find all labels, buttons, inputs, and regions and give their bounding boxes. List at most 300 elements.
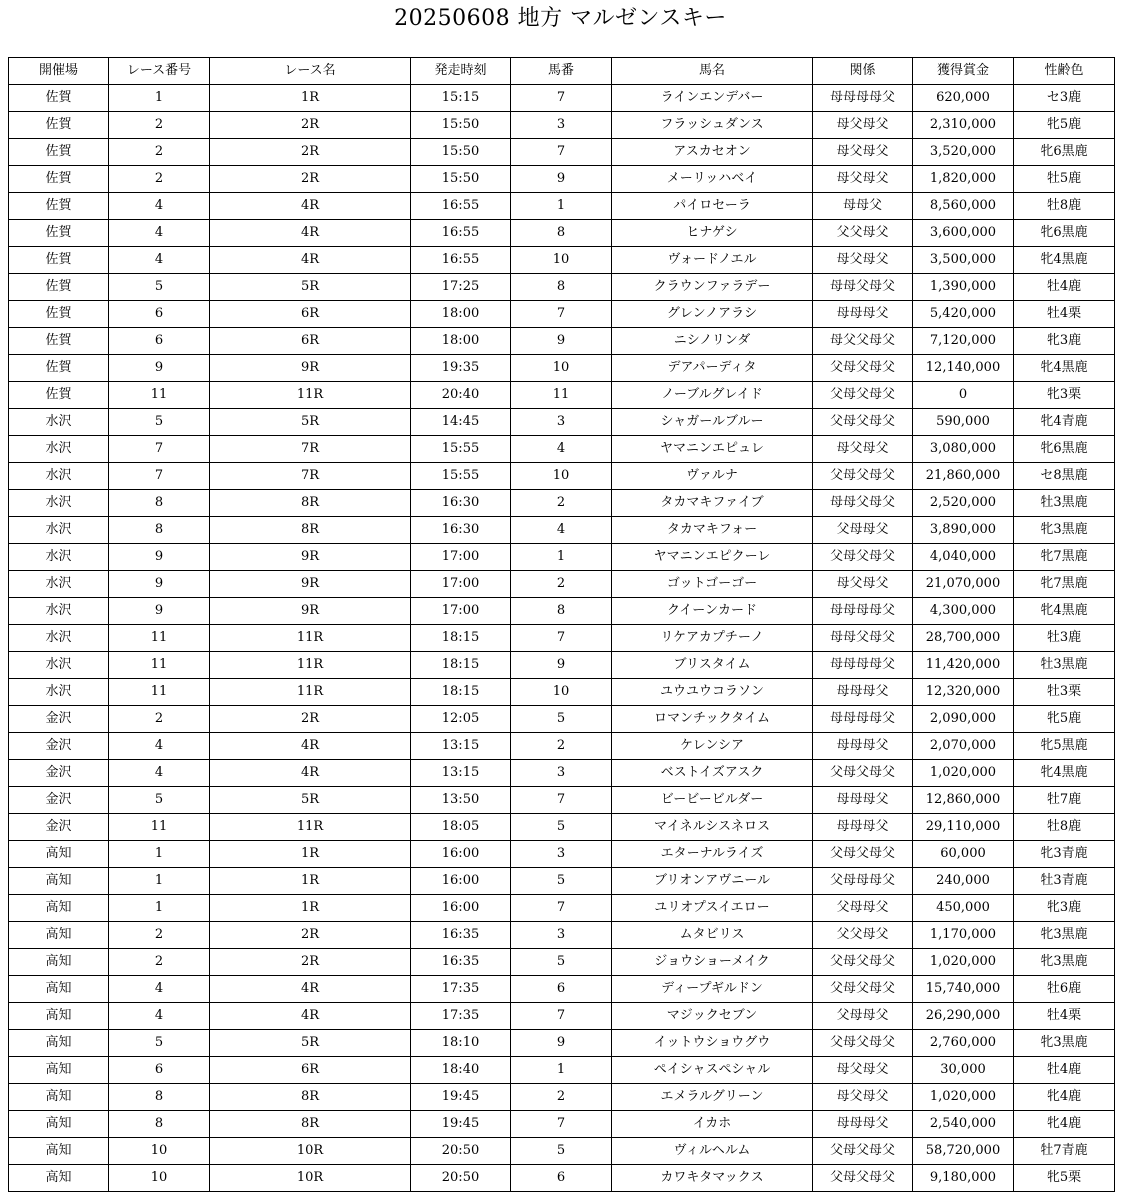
table-row <box>9 112 1115 139</box>
cell-relation: 母母母父 <box>813 1111 913 1138</box>
cell-race-number: 8 <box>109 1111 210 1138</box>
cell-horse-name: イットウショウグウ <box>612 1030 813 1057</box>
results-table <box>8 57 1115 1192</box>
cell-race-name: 7R <box>210 436 411 463</box>
cell-sex-age-color: 牡6鹿 <box>1014 976 1115 1003</box>
cell-prize-money: 5,420,000 <box>913 301 1014 328</box>
cell-horse-number: 5 <box>511 706 612 733</box>
cell-prize-money: 2,760,000 <box>913 1030 1014 1057</box>
cell-post-time: 13:15 <box>411 760 511 787</box>
cell-race-name: 1R <box>210 85 411 112</box>
cell-sex-age-color: 牡7鹿 <box>1014 787 1115 814</box>
cell-race-number: 11 <box>109 625 210 652</box>
cell-relation: 母母母父 <box>813 787 913 814</box>
cell-relation: 母父母父 <box>813 436 913 463</box>
cell-race-number: 1 <box>109 895 210 922</box>
cell-sex-age-color: 牝6黒鹿 <box>1014 220 1115 247</box>
cell-horse-name: ノーブルグレイド <box>612 382 813 409</box>
cell-prize-money: 9,180,000 <box>913 1165 1014 1192</box>
cell-prize-money: 1,020,000 <box>913 949 1014 976</box>
cell-prize-money: 60,000 <box>913 841 1014 868</box>
cell-sex-age-color: 牝6黒鹿 <box>1014 436 1115 463</box>
cell-relation: 父母父母父 <box>813 409 913 436</box>
cell-post-time: 19:35 <box>411 355 511 382</box>
cell-race-name: 11R <box>210 679 411 706</box>
cell-race-number: 2 <box>109 949 210 976</box>
cell-horse-number: 1 <box>511 1057 612 1084</box>
cell-race-name: 2R <box>210 139 411 166</box>
cell-relation: 父母父母父 <box>813 841 913 868</box>
cell-prize-money: 11,420,000 <box>913 652 1014 679</box>
cell-horse-name: マジックセブン <box>612 1003 813 1030</box>
cell-horse-number: 8 <box>511 598 612 625</box>
cell-post-time: 19:45 <box>411 1084 511 1111</box>
cell-post-time: 15:55 <box>411 436 511 463</box>
cell-relation: 母母母母父 <box>813 652 913 679</box>
table-row <box>9 139 1115 166</box>
cell-horse-number: 4 <box>511 436 612 463</box>
cell-venue: 佐賀 <box>9 301 109 328</box>
header-horse-number: 馬番 <box>511 58 612 85</box>
cell-post-time: 16:00 <box>411 841 511 868</box>
cell-relation: 父母父母父 <box>813 760 913 787</box>
cell-race-name: 2R <box>210 166 411 193</box>
cell-horse-number: 7 <box>511 625 612 652</box>
cell-sex-age-color: 牝4黒鹿 <box>1014 598 1115 625</box>
table-row <box>9 436 1115 463</box>
cell-horse-name: ヴィルヘルム <box>612 1138 813 1165</box>
cell-horse-name: ユリオプスイエロー <box>612 895 813 922</box>
header-prize-money: 獲得賞金 <box>913 58 1014 85</box>
cell-horse-name: マイネルシスネロス <box>612 814 813 841</box>
table-row <box>9 355 1115 382</box>
header-horse-name: 馬名 <box>612 58 813 85</box>
cell-prize-money: 28,700,000 <box>913 625 1014 652</box>
cell-horse-number: 7 <box>511 1003 612 1030</box>
cell-horse-name: ヤマニンエピクーレ <box>612 544 813 571</box>
cell-venue: 高知 <box>9 976 109 1003</box>
table-row <box>9 490 1115 517</box>
table-row <box>9 949 1115 976</box>
cell-horse-name: タカマキファイブ <box>612 490 813 517</box>
cell-race-name: 10R <box>210 1165 411 1192</box>
cell-horse-name: ケレンシア <box>612 733 813 760</box>
cell-horse-number: 1 <box>511 544 612 571</box>
cell-race-number: 7 <box>109 463 210 490</box>
cell-prize-money: 3,080,000 <box>913 436 1014 463</box>
cell-venue: 佐賀 <box>9 85 109 112</box>
cell-post-time: 18:00 <box>411 328 511 355</box>
cell-sex-age-color: 牡7青鹿 <box>1014 1138 1115 1165</box>
cell-relation: 父父母父 <box>813 220 913 247</box>
cell-post-time: 17:35 <box>411 976 511 1003</box>
table-row <box>9 301 1115 328</box>
table-row <box>9 544 1115 571</box>
cell-relation: 母父母父 <box>813 1057 913 1084</box>
cell-horse-number: 11 <box>511 382 612 409</box>
header-venue: 開催場 <box>9 58 109 85</box>
cell-post-time: 18:10 <box>411 1030 511 1057</box>
cell-prize-money: 3,890,000 <box>913 517 1014 544</box>
cell-post-time: 17:00 <box>411 598 511 625</box>
header-race-number: レース番号 <box>109 58 210 85</box>
cell-post-time: 18:15 <box>411 679 511 706</box>
cell-race-name: 11R <box>210 652 411 679</box>
cell-horse-number: 5 <box>511 949 612 976</box>
cell-race-name: 6R <box>210 1057 411 1084</box>
table-row <box>9 760 1115 787</box>
cell-horse-number: 7 <box>511 895 612 922</box>
cell-prize-money: 3,600,000 <box>913 220 1014 247</box>
cell-race-number: 6 <box>109 1057 210 1084</box>
cell-relation: 母母父母父 <box>813 274 913 301</box>
cell-horse-number: 4 <box>511 517 612 544</box>
cell-race-number: 2 <box>109 166 210 193</box>
cell-relation: 母父母父 <box>813 139 913 166</box>
cell-relation: 父母父母父 <box>813 1138 913 1165</box>
cell-horse-name: ニシノリンダ <box>612 328 813 355</box>
cell-venue: 佐賀 <box>9 193 109 220</box>
cell-horse-name: メーリッハベイ <box>612 166 813 193</box>
cell-relation: 父母父母父 <box>813 976 913 1003</box>
cell-race-number: 2 <box>109 139 210 166</box>
cell-horse-name: リケアカプチーノ <box>612 625 813 652</box>
cell-prize-money: 12,860,000 <box>913 787 1014 814</box>
cell-race-number: 10 <box>109 1138 210 1165</box>
cell-horse-number: 3 <box>511 112 612 139</box>
cell-race-name: 8R <box>210 1111 411 1138</box>
cell-post-time: 20:50 <box>411 1165 511 1192</box>
cell-horse-number: 5 <box>511 1138 612 1165</box>
table-row <box>9 247 1115 274</box>
cell-relation: 父母母父 <box>813 1003 913 1030</box>
cell-race-number: 11 <box>109 679 210 706</box>
table-row <box>9 706 1115 733</box>
cell-venue: 佐賀 <box>9 328 109 355</box>
cell-race-name: 2R <box>210 949 411 976</box>
cell-post-time: 15:50 <box>411 112 511 139</box>
cell-relation: 母母父母父 <box>813 490 913 517</box>
table-row <box>9 652 1115 679</box>
header-post-time: 発走時刻 <box>411 58 511 85</box>
cell-prize-money: 590,000 <box>913 409 1014 436</box>
cell-race-number: 2 <box>109 706 210 733</box>
cell-sex-age-color: 牡4鹿 <box>1014 274 1115 301</box>
cell-race-name: 6R <box>210 301 411 328</box>
cell-post-time: 16:55 <box>411 220 511 247</box>
cell-venue: 高知 <box>9 1165 109 1192</box>
cell-race-number: 9 <box>109 571 210 598</box>
cell-venue: 佐賀 <box>9 139 109 166</box>
cell-race-number: 4 <box>109 1003 210 1030</box>
cell-race-number: 6 <box>109 328 210 355</box>
cell-horse-name: クイーンカード <box>612 598 813 625</box>
cell-horse-number: 5 <box>511 868 612 895</box>
cell-horse-name: デアパーディタ <box>612 355 813 382</box>
cell-sex-age-color: 牝3黒鹿 <box>1014 1030 1115 1057</box>
cell-race-name: 5R <box>210 409 411 436</box>
cell-horse-name: パイロセーラ <box>612 193 813 220</box>
cell-prize-money: 1,170,000 <box>913 922 1014 949</box>
cell-relation: 父母父母父 <box>813 544 913 571</box>
cell-post-time: 17:35 <box>411 1003 511 1030</box>
cell-post-time: 16:35 <box>411 949 511 976</box>
table-row <box>9 976 1115 1003</box>
cell-race-number: 2 <box>109 112 210 139</box>
cell-horse-number: 7 <box>511 139 612 166</box>
table-row <box>9 517 1115 544</box>
cell-prize-money: 0 <box>913 382 1014 409</box>
table-row <box>9 1111 1115 1138</box>
cell-race-number: 9 <box>109 355 210 382</box>
cell-race-name: 4R <box>210 733 411 760</box>
cell-prize-money: 30,000 <box>913 1057 1014 1084</box>
cell-relation: 母母母母父 <box>813 85 913 112</box>
cell-sex-age-color: 牝3青鹿 <box>1014 841 1115 868</box>
cell-relation: 母父母父 <box>813 1084 913 1111</box>
cell-horse-number: 2 <box>511 571 612 598</box>
table-row <box>9 679 1115 706</box>
cell-sex-age-color: 牝4黒鹿 <box>1014 355 1115 382</box>
cell-sex-age-color: 牝4鹿 <box>1014 1084 1115 1111</box>
cell-race-number: 5 <box>109 274 210 301</box>
cell-post-time: 20:40 <box>411 382 511 409</box>
cell-post-time: 15:50 <box>411 166 511 193</box>
cell-race-name: 5R <box>210 274 411 301</box>
cell-race-name: 1R <box>210 841 411 868</box>
cell-race-number: 4 <box>109 193 210 220</box>
cell-post-time: 17:00 <box>411 571 511 598</box>
cell-relation: 母母父 <box>813 193 913 220</box>
cell-relation: 父父母父 <box>813 922 913 949</box>
cell-horse-number: 3 <box>511 409 612 436</box>
table-row <box>9 382 1115 409</box>
table-row <box>9 922 1115 949</box>
cell-prize-money: 4,300,000 <box>913 598 1014 625</box>
cell-sex-age-color: 牝3黒鹿 <box>1014 949 1115 976</box>
cell-race-name: 1R <box>210 895 411 922</box>
cell-sex-age-color: 牡8鹿 <box>1014 193 1115 220</box>
cell-prize-money: 1,020,000 <box>913 760 1014 787</box>
table-row <box>9 625 1115 652</box>
cell-sex-age-color: 牡4栗 <box>1014 1003 1115 1030</box>
cell-post-time: 16:30 <box>411 490 511 517</box>
cell-horse-name: ムタビリス <box>612 922 813 949</box>
cell-prize-money: 29,110,000 <box>913 814 1014 841</box>
cell-venue: 水沢 <box>9 544 109 571</box>
cell-horse-name: ヒナゲシ <box>612 220 813 247</box>
cell-horse-number: 9 <box>511 1030 612 1057</box>
cell-venue: 金沢 <box>9 787 109 814</box>
cell-relation: 父母母父 <box>813 895 913 922</box>
cell-race-name: 9R <box>210 544 411 571</box>
cell-prize-money: 1,390,000 <box>913 274 1014 301</box>
cell-sex-age-color: 牝4黒鹿 <box>1014 247 1115 274</box>
cell-race-name: 11R <box>210 814 411 841</box>
cell-relation: 父母父母父 <box>813 382 913 409</box>
cell-venue: 金沢 <box>9 706 109 733</box>
cell-horse-name: クラウンファラデー <box>612 274 813 301</box>
cell-prize-money: 26,290,000 <box>913 1003 1014 1030</box>
cell-relation: 母母父母父 <box>813 625 913 652</box>
cell-relation: 母母母父 <box>813 679 913 706</box>
cell-race-number: 1 <box>109 85 210 112</box>
cell-venue: 高知 <box>9 949 109 976</box>
header-relation: 関係 <box>813 58 913 85</box>
cell-post-time: 18:00 <box>411 301 511 328</box>
cell-horse-number: 10 <box>511 355 612 382</box>
cell-horse-number: 8 <box>511 220 612 247</box>
cell-sex-age-color: 牝3栗 <box>1014 382 1115 409</box>
cell-horse-name: ビービービルダー <box>612 787 813 814</box>
cell-relation: 父母父母父 <box>813 1165 913 1192</box>
cell-race-name: 9R <box>210 355 411 382</box>
cell-relation: 母父父母父 <box>813 328 913 355</box>
cell-horse-name: ゴットゴーゴー <box>612 571 813 598</box>
cell-horse-number: 2 <box>511 733 612 760</box>
cell-prize-money: 2,090,000 <box>913 706 1014 733</box>
cell-race-number: 8 <box>109 490 210 517</box>
cell-venue: 高知 <box>9 1003 109 1030</box>
cell-sex-age-color: 牡3栗 <box>1014 679 1115 706</box>
cell-horse-number: 7 <box>511 301 612 328</box>
cell-venue: 高知 <box>9 1057 109 1084</box>
cell-post-time: 18:15 <box>411 625 511 652</box>
cell-prize-money: 21,860,000 <box>913 463 1014 490</box>
cell-horse-number: 7 <box>511 85 612 112</box>
cell-horse-number: 3 <box>511 922 612 949</box>
cell-post-time: 18:40 <box>411 1057 511 1084</box>
cell-horse-name: アスカセオン <box>612 139 813 166</box>
cell-sex-age-color: 牝3鹿 <box>1014 328 1115 355</box>
cell-post-time: 12:05 <box>411 706 511 733</box>
cell-sex-age-color: 牝4鹿 <box>1014 1111 1115 1138</box>
cell-horse-number: 5 <box>511 814 612 841</box>
cell-prize-money: 21,070,000 <box>913 571 1014 598</box>
cell-venue: 水沢 <box>9 598 109 625</box>
cell-sex-age-color: 牝3黒鹿 <box>1014 922 1115 949</box>
cell-prize-money: 3,500,000 <box>913 247 1014 274</box>
cell-race-name: 5R <box>210 787 411 814</box>
cell-prize-money: 58,720,000 <box>913 1138 1014 1165</box>
cell-venue: 佐賀 <box>9 247 109 274</box>
cell-venue: 金沢 <box>9 814 109 841</box>
header-row <box>9 58 1115 85</box>
cell-horse-name: ブリスタイム <box>612 652 813 679</box>
cell-horse-number: 3 <box>511 841 612 868</box>
cell-relation: 父母父母父 <box>813 1030 913 1057</box>
table-row <box>9 814 1115 841</box>
cell-relation: 父母父母父 <box>813 949 913 976</box>
table-row <box>9 1030 1115 1057</box>
table-row <box>9 787 1115 814</box>
cell-prize-money: 3,520,000 <box>913 139 1014 166</box>
table-row <box>9 166 1115 193</box>
cell-race-name: 2R <box>210 112 411 139</box>
cell-race-number: 2 <box>109 922 210 949</box>
cell-horse-number: 7 <box>511 1111 612 1138</box>
cell-relation: 母母母父 <box>813 814 913 841</box>
cell-post-time: 16:55 <box>411 193 511 220</box>
cell-race-number: 11 <box>109 652 210 679</box>
cell-horse-number: 10 <box>511 463 612 490</box>
cell-post-time: 17:25 <box>411 274 511 301</box>
cell-race-number: 10 <box>109 1165 210 1192</box>
cell-race-number: 1 <box>109 841 210 868</box>
cell-race-name: 11R <box>210 382 411 409</box>
cell-race-name: 4R <box>210 247 411 274</box>
cell-race-number: 11 <box>109 382 210 409</box>
cell-horse-number: 6 <box>511 1165 612 1192</box>
cell-venue: 高知 <box>9 1138 109 1165</box>
cell-venue: 高知 <box>9 922 109 949</box>
cell-prize-money: 7,120,000 <box>913 328 1014 355</box>
cell-sex-age-color: 牝3黒鹿 <box>1014 517 1115 544</box>
table-row <box>9 409 1115 436</box>
cell-horse-number: 10 <box>511 679 612 706</box>
cell-race-number: 4 <box>109 976 210 1003</box>
cell-race-number: 1 <box>109 868 210 895</box>
cell-sex-age-color: 牝6黒鹿 <box>1014 139 1115 166</box>
cell-sex-age-color: 牡5鹿 <box>1014 166 1115 193</box>
cell-horse-name: グレンノアラシ <box>612 301 813 328</box>
cell-post-time: 19:45 <box>411 1111 511 1138</box>
cell-venue: 水沢 <box>9 517 109 544</box>
cell-relation: 父母母母父 <box>813 868 913 895</box>
cell-race-number: 6 <box>109 301 210 328</box>
table-row <box>9 220 1115 247</box>
cell-post-time: 13:50 <box>411 787 511 814</box>
cell-horse-name: ヴァルナ <box>612 463 813 490</box>
cell-venue: 水沢 <box>9 571 109 598</box>
cell-relation: 母父母父 <box>813 166 913 193</box>
cell-venue: 水沢 <box>9 490 109 517</box>
cell-race-name: 8R <box>210 517 411 544</box>
table-row <box>9 841 1115 868</box>
cell-race-name: 4R <box>210 976 411 1003</box>
cell-race-name: 2R <box>210 706 411 733</box>
table-row <box>9 328 1115 355</box>
cell-venue: 佐賀 <box>9 166 109 193</box>
cell-horse-number: 3 <box>511 760 612 787</box>
cell-venue: 水沢 <box>9 409 109 436</box>
cell-horse-number: 10 <box>511 247 612 274</box>
cell-race-name: 4R <box>210 1003 411 1030</box>
cell-sex-age-color: 牡3黒鹿 <box>1014 652 1115 679</box>
cell-race-name: 8R <box>210 1084 411 1111</box>
cell-horse-number: 2 <box>511 490 612 517</box>
table-row <box>9 274 1115 301</box>
cell-sex-age-color: 牡4鹿 <box>1014 1057 1115 1084</box>
cell-horse-name: エターナルライズ <box>612 841 813 868</box>
cell-relation: 母母母父 <box>813 733 913 760</box>
cell-sex-age-color: 牝4青鹿 <box>1014 409 1115 436</box>
cell-venue: 水沢 <box>9 463 109 490</box>
cell-relation: 母父母父 <box>813 112 913 139</box>
cell-prize-money: 4,040,000 <box>913 544 1014 571</box>
cell-sex-age-color: 牝7黒鹿 <box>1014 571 1115 598</box>
cell-sex-age-color: セ8黒鹿 <box>1014 463 1115 490</box>
cell-venue: 高知 <box>9 1084 109 1111</box>
cell-venue: 水沢 <box>9 652 109 679</box>
cell-race-number: 5 <box>109 787 210 814</box>
cell-sex-age-color: 牡8鹿 <box>1014 814 1115 841</box>
cell-horse-name: ヴォードノエル <box>612 247 813 274</box>
cell-sex-age-color: 牝5栗 <box>1014 1165 1115 1192</box>
table-row <box>9 463 1115 490</box>
cell-race-name: 9R <box>210 571 411 598</box>
cell-horse-number: 1 <box>511 193 612 220</box>
